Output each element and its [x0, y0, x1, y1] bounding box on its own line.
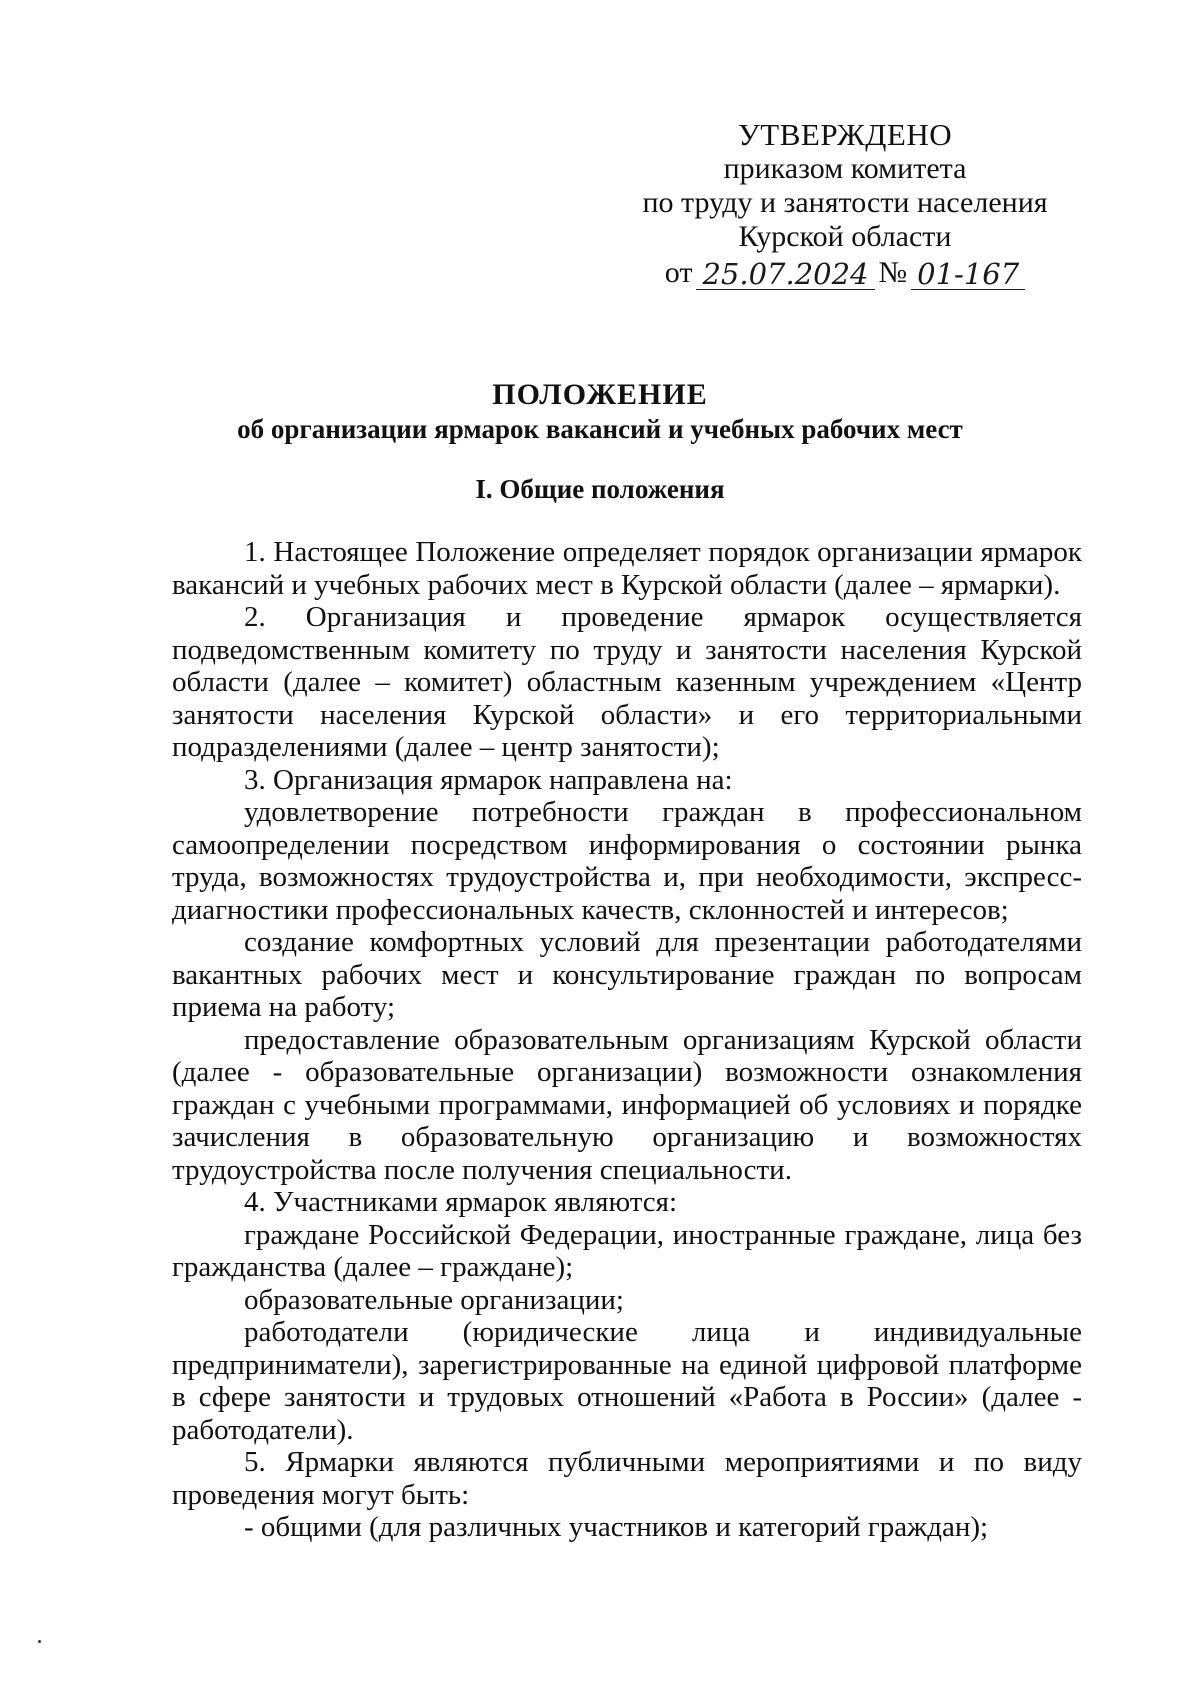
document-subtitle: об организации ярмарок вакансий и учебных рабочих мест	[237, 414, 963, 444]
number-prefix: №	[878, 256, 908, 289]
approval-line: Курской области	[738, 220, 952, 253]
paragraph: - общими (для различных участников и категорий граждан);	[244, 1511, 989, 1543]
paragraph: 1. Настоящее Положение определяет порядок организации ярмарок вакансий и учебных рабочих мест в Курской области (далее – ярмарки).	[172, 536, 1082, 601]
paragraph: создание комфортных условий для презентации работодателями вакантных рабочих мест и консультирование граждан по вопросам приема на работу;	[172, 926, 1082, 1023]
approval-line: по труду и занятости населения	[642, 186, 1048, 219]
paragraph: работодатели (юридические лица и индивидуальные предприниматели), зарегистрированные на единой цифровой платформе в сфере занятости и трудовых отношений «Работа в России» (далее - работодатели).	[172, 1316, 1082, 1446]
section-heading: I. Общие положения	[475, 474, 725, 504]
paragraph: 5. Ярмарки являются публичными мероприятиями и по виду проведения могут быть:	[172, 1446, 1082, 1511]
handwritten-date: 25.07.2024	[696, 259, 874, 290]
approval-stamp: УТВЕРЖДЕНО	[737, 117, 953, 152]
scan-speck	[38, 1640, 41, 1643]
paragraph: 2. Организация и проведение ярмарок осуществляется подведомственным комитету по труду и занятости населения Курской области (далее – комитет) областным казенным учреждением «Центр занятости населения Курской области» и его территориальными подразделениями (далее – центр занятости);	[172, 601, 1082, 763]
paragraph: граждане Российской Федерации, иностранные граждане, лица без гражданства (далее – граждане);	[172, 1218, 1082, 1283]
approval-line: приказом комитета	[723, 152, 967, 185]
paragraph: предоставление образовательным организациям Курской области (далее - образовательные организации) возможности ознакомления граждан с учебными программами, информацией об условиях и порядке зачисления в образовательную организацию и возможностях трудоустройства после получения специальности.	[172, 1023, 1082, 1186]
document-body	[172, 536, 1082, 1544]
paragraph: 4. Участниками ярмарок являются:	[244, 1186, 678, 1218]
paragraph: 3. Организация ярмарок направлена на:	[244, 763, 733, 796]
approval-date-number	[610, 256, 1080, 290]
paragraph: удовлетворение потребности граждан в профессиональном самоопределении посредством информирования о состоянии рынка труда, возможностях трудоустройства и, при необходимости, экспресс-диагностики профессиональных качеств, склонностей и интересов;	[172, 796, 1082, 926]
paragraph: образовательные организации;	[244, 1283, 624, 1316]
approval-block	[610, 118, 1080, 290]
document-title: ПОЛОЖЕНИЕ	[492, 378, 708, 411]
handwritten-number: 01-167	[911, 259, 1025, 290]
date-prefix: от	[664, 256, 693, 289]
